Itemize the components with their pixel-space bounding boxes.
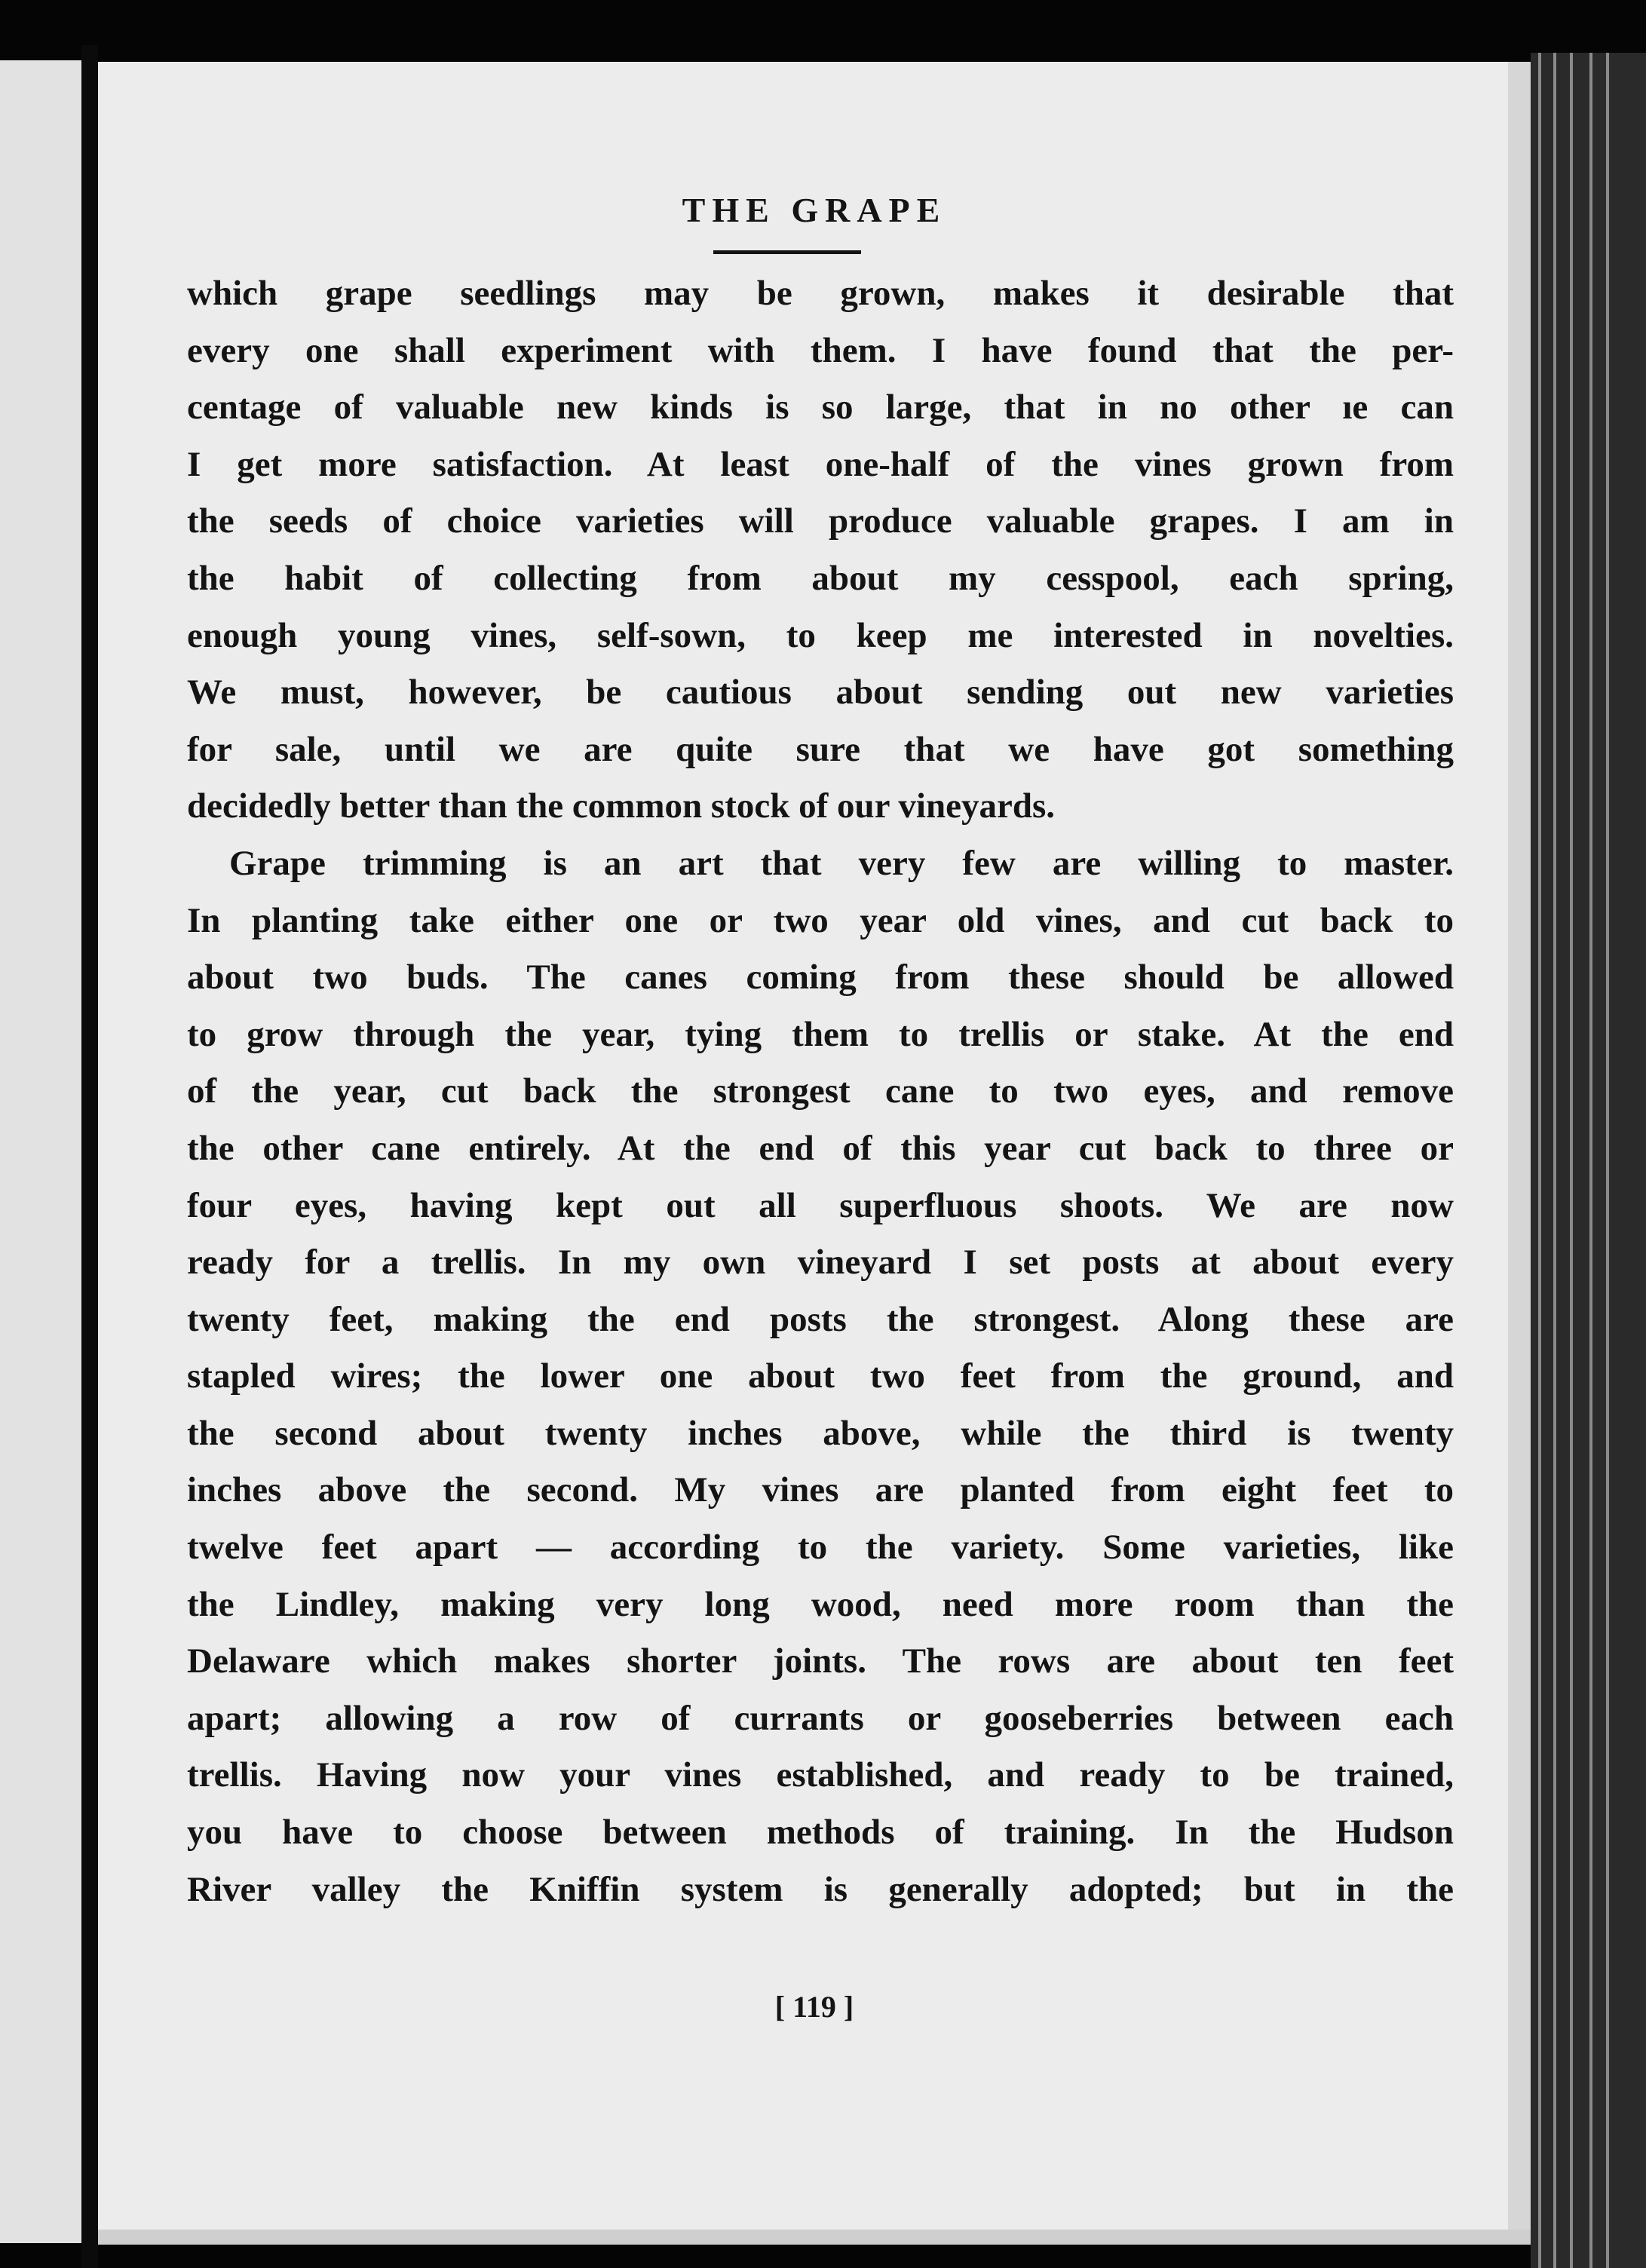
- text-line: In planting take either one or two year old vines, and cut back to: [187, 900, 1454, 940]
- head-rule: [713, 250, 861, 254]
- paragraph-2: [187, 835, 1454, 1918]
- text-line: enough young vines, self-sown, to keep me interested in novelties.: [187, 615, 1454, 655]
- text-line: every one shall experiment with them. I have found that the per-: [187, 330, 1454, 370]
- text-line: the Lindley, making very long wood, need more room than the: [187, 1584, 1454, 1624]
- text-line: apart; allowing a row of currants or gooseberries between each: [187, 1698, 1454, 1738]
- text-line: trellis. Having now your vines established, and ready to be trained,: [187, 1755, 1454, 1795]
- paragraph-1: [187, 265, 1454, 835]
- book-gutter: [81, 45, 98, 2268]
- text-line: Grape trimming is an art that very few are willing to master.: [229, 843, 1454, 883]
- page-block-edge: [1531, 53, 1646, 2268]
- text-line: twelve feet apart — according to the variety. Some varieties, like: [187, 1528, 1454, 1568]
- text-line: twenty feet, making the end posts the strongest. Along these are: [187, 1299, 1454, 1339]
- text-line: Delaware which makes shorter joints. The rows are about ten feet: [187, 1641, 1454, 1681]
- text-line: which grape seedlings may be grown, makes it desirable that: [187, 274, 1454, 313]
- text-line: River valley the Kniffin system is generally adopted; but in the: [187, 1869, 1454, 1909]
- text-line: We must, however, be cautious about sending out new varieties: [187, 673, 1454, 713]
- text-line: stapled wires; the lower one about two feet from the ground, and: [187, 1356, 1454, 1396]
- text-line: the second about twenty inches above, while the third is twenty: [187, 1413, 1454, 1453]
- text-line: the seeds of choice varieties will produce valuable grapes. I am in: [187, 501, 1454, 541]
- text-line: the habit of collecting from about my cesspool, each spring,: [187, 558, 1454, 598]
- text-line: about two buds. The canes coming from these should be allowed: [187, 958, 1454, 998]
- text-line: for sale, until we are quite sure that we have got something: [187, 729, 1454, 769]
- body-text: [187, 265, 1454, 1918]
- text-line: the other cane entirely. At the end of this year cut back to three or: [187, 1128, 1454, 1168]
- text-line: four eyes, having kept out all superfluous shoots. We are now: [187, 1185, 1454, 1225]
- page-number: [ 119 ]: [774, 1990, 854, 2024]
- facing-page-edge: [0, 60, 81, 2243]
- text-line: decidedly better than the common stock of our vineyards.: [187, 786, 1056, 826]
- running-head: THE GRAPE: [682, 191, 947, 229]
- text-line: centage of valuable new kinds is so large, that in no other ıe can: [187, 388, 1454, 428]
- text-line: to grow through the year, tying them to trellis or stake. At the end: [187, 1014, 1454, 1054]
- book-page: [98, 62, 1531, 2245]
- text-line: of the year, cut back the strongest cane to two eyes, and remove: [187, 1071, 1454, 1111]
- text-line: ready for a trellis. In my own vineyard I set posts at about every: [187, 1243, 1454, 1283]
- text-line: you have to choose between methods of training. In the Hudson: [187, 1813, 1454, 1853]
- text-line: I get more satisfaction. At least one-half of the vines grown from: [187, 444, 1454, 484]
- text-line: inches above the second. My vines are planted from eight feet to: [187, 1470, 1454, 1510]
